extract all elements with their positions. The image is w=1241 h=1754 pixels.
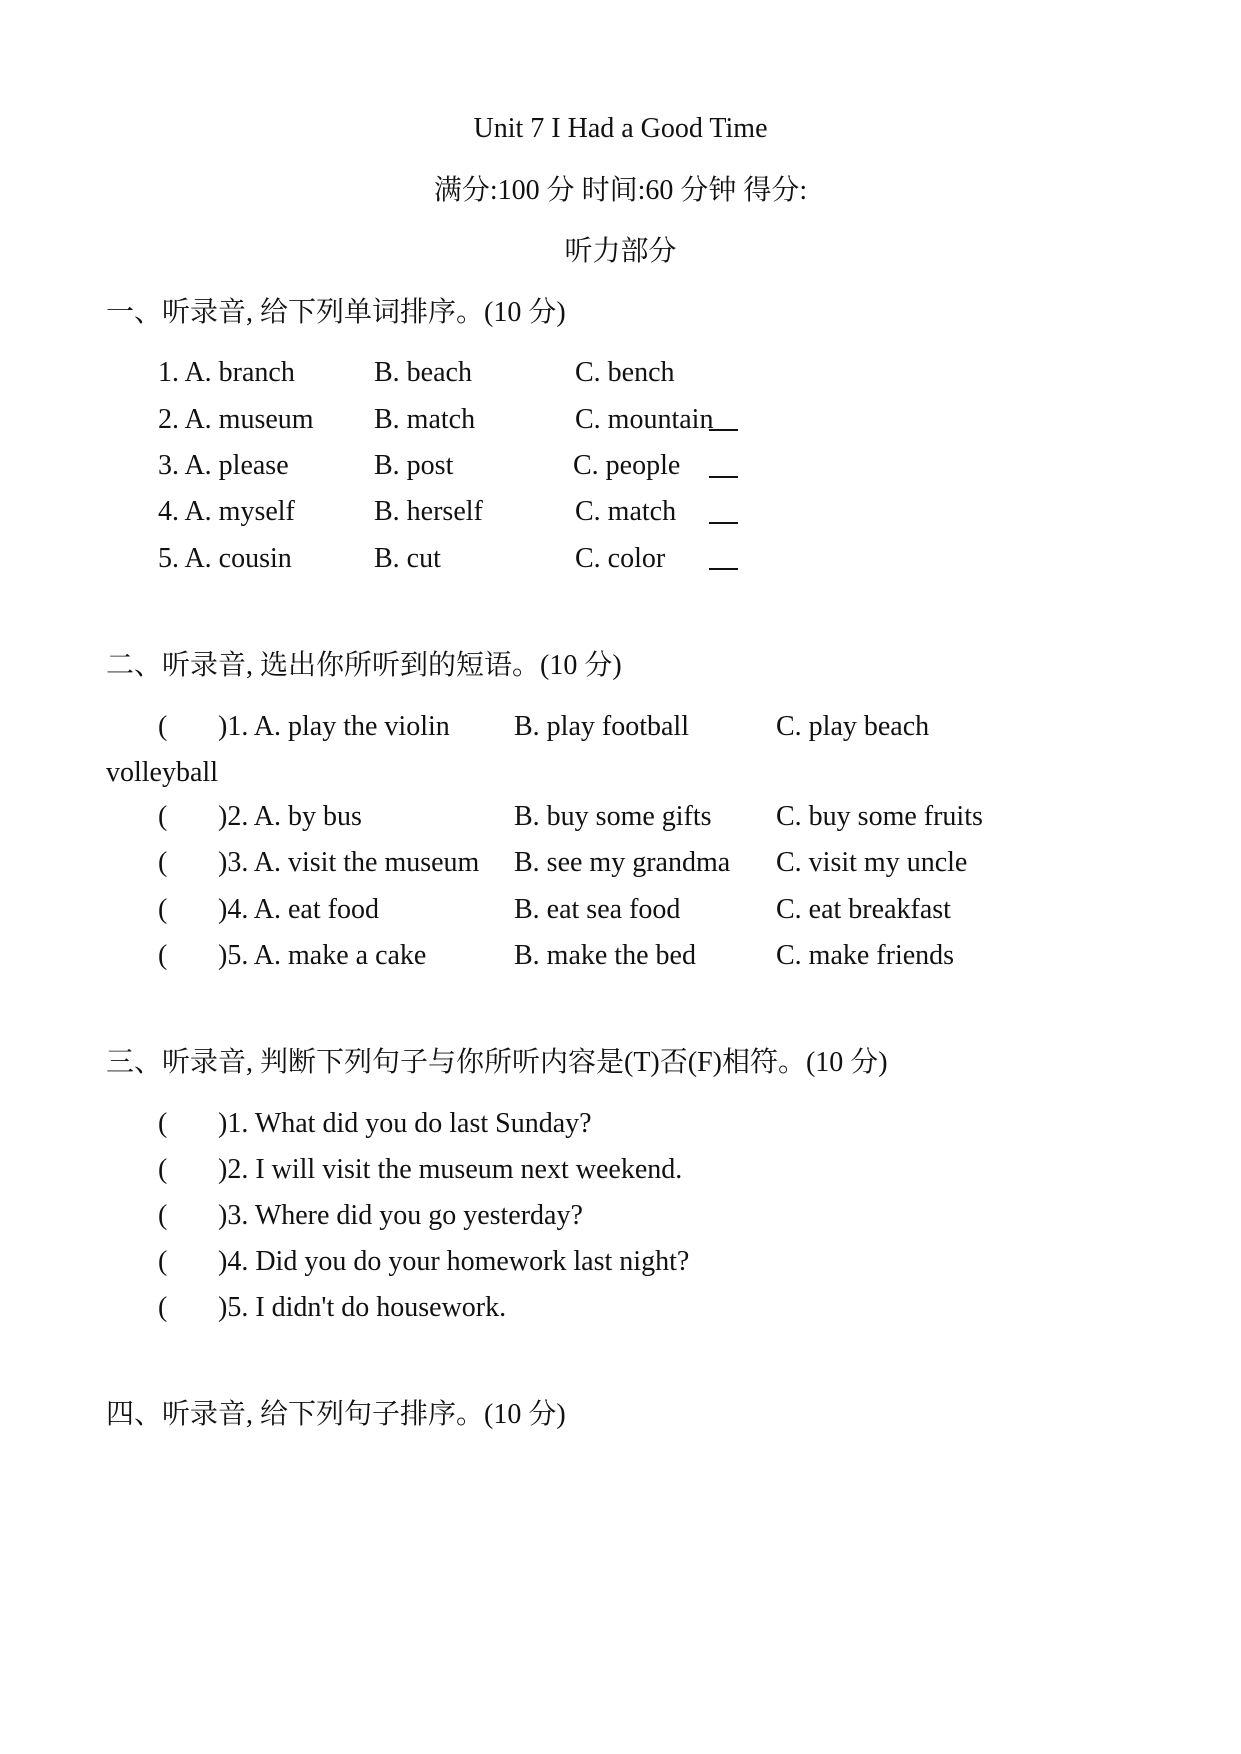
q3-item-3-paren[interactable]: ( — [158, 1200, 168, 1231]
q1-answer-blank-5[interactable] — [709, 568, 738, 570]
q2-item-3-c: C. visit my uncle — [776, 847, 968, 878]
q2-item-5-paren[interactable]: ( — [158, 940, 168, 971]
q1-item-1-a: 1. A. branch — [158, 357, 295, 388]
q2-item-2-paren[interactable]: ( — [158, 801, 168, 832]
q3-item-5-text: )5. I didn't do housework. — [218, 1292, 507, 1323]
q1-item-2-b: B. match — [374, 404, 476, 435]
q3-item-5-paren[interactable]: ( — [158, 1292, 168, 1323]
q1-answer-blank-3[interactable] — [709, 476, 738, 478]
q1-answer-blank-2[interactable] — [709, 429, 738, 431]
q2-item-5-a: )5. A. make a cake — [218, 940, 427, 971]
q3-item-4-paren[interactable]: ( — [158, 1246, 168, 1277]
q2-item-2-c: C. buy some fruits — [776, 801, 983, 832]
q4-heading: 四、听录音, 给下列句子排序。(10 分) — [106, 1399, 566, 1430]
q2-item-4-c: C. eat breakfast — [776, 894, 951, 925]
q1-item-5-a: 5. A. cousin — [158, 543, 292, 574]
q1-item-4-b: B. herself — [374, 496, 483, 527]
q2-item-2-b: B. buy some gifts — [514, 801, 712, 832]
q1-item-2-c: C. mountain — [575, 404, 714, 435]
q3-item-1-paren[interactable]: ( — [158, 1108, 168, 1139]
q3-item-2-text: )2. I will visit the museum next weekend. — [218, 1154, 683, 1185]
q2-item-3-paren[interactable]: ( — [158, 847, 168, 878]
q2-item-2-a: )2. A. by bus — [218, 801, 362, 832]
q1-item-1-b: B. beach — [374, 357, 472, 388]
q1-item-3-a: 3. A. please — [158, 450, 289, 481]
q2-item-4-b: B. eat sea food — [514, 894, 681, 925]
q1-item-4-a: 4. A. myself — [158, 496, 295, 527]
q2-item-1-c-wrap: volleyball — [106, 757, 218, 788]
q1-answer-blank-4[interactable] — [709, 522, 738, 524]
q1-heading: 一、听录音, 给下列单词排序。(10 分) — [106, 297, 566, 328]
q3-item-4-text: )4. Did you do your homework last night? — [218, 1246, 690, 1277]
q1-item-2-a: 2. A. museum — [158, 404, 314, 435]
q2-item-1-a: )1. A. play the violin — [218, 711, 450, 742]
page-title: Unit 7 I Had a Good Time — [473, 113, 768, 144]
section-title: 听力部分 — [564, 236, 677, 267]
q2-item-4-paren[interactable]: ( — [158, 894, 168, 925]
q2-item-1-b: B. play football — [514, 711, 689, 742]
q2-item-3-b: B. see my grandma — [514, 847, 731, 878]
q1-item-4-c: C. match — [575, 496, 677, 527]
q1-item-1-c: C. bench — [575, 357, 675, 388]
q1-item-5-c: C. color — [575, 543, 666, 574]
q3-heading: 三、听录音, 判断下列句子与你所听内容是(T)否(F)相符。(10 分) — [106, 1047, 888, 1078]
q1-item-3-c: C. people — [573, 450, 681, 481]
q2-item-5-b: B. make the bed — [514, 940, 696, 971]
q3-item-1-text: )1. What did you do last Sunday? — [218, 1108, 592, 1139]
q2-item-3-a: )3. A. visit the museum — [218, 847, 480, 878]
q2-item-5-c: C. make friends — [776, 940, 955, 971]
q2-item-1-paren[interactable]: ( — [158, 711, 168, 742]
q3-item-3-text: )3. Where did you go yesterday? — [218, 1200, 583, 1231]
score-time-line: 满分:100 分 时间:60 分钟 得分: — [433, 175, 808, 206]
q2-item-4-a: )4. A. eat food — [218, 894, 379, 925]
q2-item-1-c: C. play beach — [776, 711, 930, 742]
q1-item-3-b: B. post — [374, 450, 454, 481]
q3-item-2-paren[interactable]: ( — [158, 1154, 168, 1185]
q2-heading: 二、听录音, 选出你所听到的短语。(10 分) — [106, 650, 622, 681]
q1-item-5-b: B. cut — [374, 543, 441, 574]
